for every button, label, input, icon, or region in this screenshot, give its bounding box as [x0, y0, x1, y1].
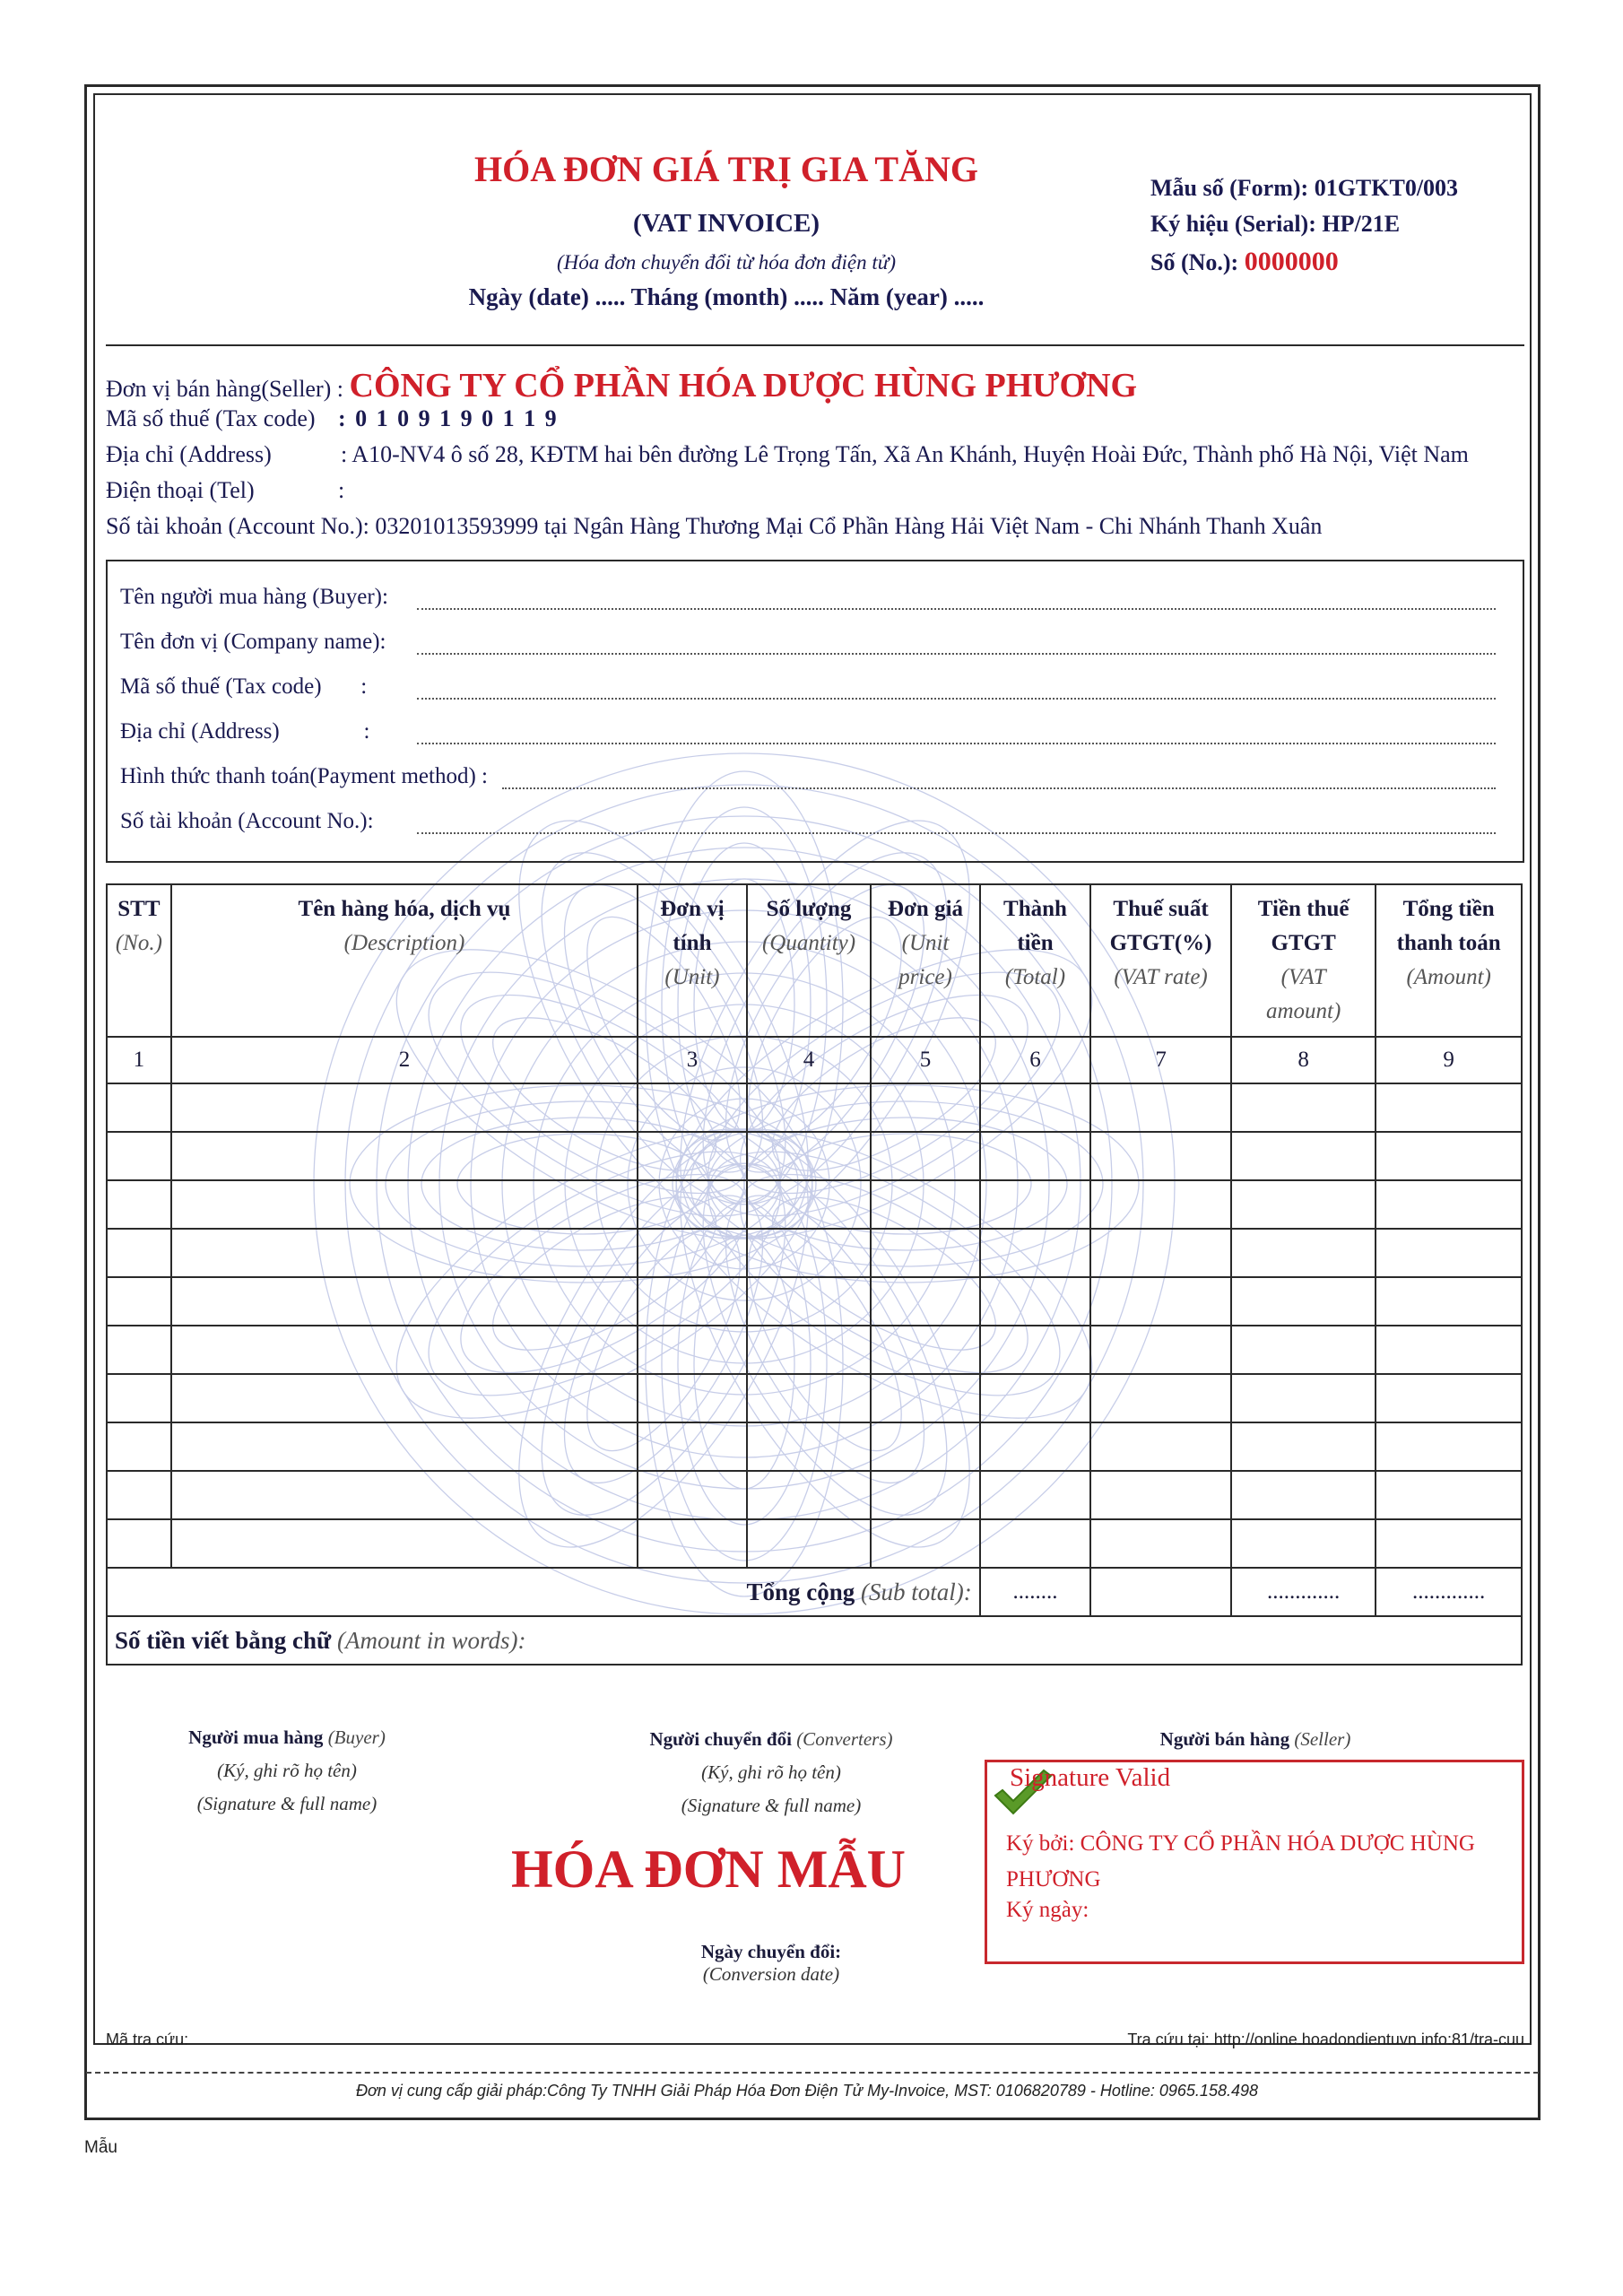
header-unit-en: (Unit): [664, 965, 720, 989]
seller-tax-value: : 0 1 0 9 1 9 0 1 1 9: [338, 405, 559, 431]
header-vat-rate-en: (VAT rate): [1114, 965, 1208, 989]
table-cell: [871, 1229, 979, 1277]
lookup-code-label: Mã tra cứu:: [106, 2031, 189, 2048]
table-cell: [871, 1519, 979, 1568]
seller-account-row: [106, 513, 1322, 540]
buyer-sig-title: Người mua hàng: [188, 1726, 324, 1748]
table-cell: [171, 1132, 638, 1180]
table-cell: [1376, 1471, 1522, 1519]
subtotal-vat-rate: [1090, 1568, 1231, 1616]
seller-tel-label: Điện thoại (Tel): [106, 477, 255, 503]
table-row: [107, 1277, 1522, 1326]
invoice-subtitle: (VAT INVOICE): [632, 209, 820, 238]
col-num-6: 6: [980, 1037, 1091, 1083]
converter-sig-title: Người chuyển đổi: [649, 1728, 792, 1750]
serial-number: [1150, 211, 1400, 238]
number-value: 0000000: [1244, 247, 1339, 276]
col-num-7: 7: [1090, 1037, 1231, 1083]
table-cell: [747, 1083, 872, 1132]
table-cell: [980, 1374, 1091, 1422]
table-cell: [1376, 1180, 1522, 1229]
table-row: [107, 1180, 1522, 1229]
seller-sig-title-en: (Seller): [1294, 1728, 1351, 1750]
buyer-field-input[interactable]: [417, 743, 1496, 744]
subtotal-label-cell: [107, 1568, 980, 1616]
table-cell: [107, 1132, 171, 1180]
footer-divider: [86, 2072, 1539, 2074]
col-num-9: 9: [1376, 1037, 1522, 1083]
items-table: [106, 883, 1523, 1665]
buyer-sig-title-en: (Buyer): [327, 1726, 386, 1748]
table-cell: [1376, 1326, 1522, 1374]
invoice-date-line: Ngày (date) ..... Tháng (month) ..... Năm (year) .....: [468, 283, 985, 310]
header-stt-en: (No.): [115, 931, 162, 955]
table-cell: [747, 1132, 872, 1180]
header-total-en: (Total): [1004, 965, 1066, 989]
table-cell: [871, 1277, 979, 1326]
table-cell: [638, 1471, 747, 1519]
invoice-title: HÓA ĐƠN GIÁ TRỊ GIA TĂNG: [474, 149, 978, 189]
table-cell: [638, 1326, 747, 1374]
table-cell: [171, 1519, 638, 1568]
table-cell: [107, 1471, 171, 1519]
header-quantity-en: (Quantity): [761, 931, 856, 955]
table-cell: [871, 1374, 979, 1422]
table-cell: [871, 1471, 979, 1519]
header-quantity: [747, 884, 872, 1037]
table-cell: [980, 1471, 1091, 1519]
header-description-en: (Description): [343, 931, 465, 955]
table-cell: [107, 1374, 171, 1422]
seller-tel-value: :: [338, 477, 345, 503]
buyer-field-label: Hình thức thanh toán(Payment method) :: [120, 764, 488, 788]
amount-words-cell: [107, 1616, 1522, 1665]
seller-address-label: Địa chỉ (Address): [106, 441, 272, 467]
page-caption: Mẫu: [84, 2138, 117, 2157]
table-cell: [1090, 1083, 1231, 1132]
conversion-date-label-en: (Conversion date): [702, 1963, 840, 1985]
table-cell: [1231, 1471, 1376, 1519]
table-cell: [638, 1083, 747, 1132]
table-cell: [1231, 1229, 1376, 1277]
buyer-signature-block: [126, 1726, 448, 1815]
seller-signature-title: [1076, 1728, 1435, 1751]
header-description-vi: Tên hàng hóa, dịch vụ: [298, 897, 511, 921]
subtotal-row: [107, 1568, 1522, 1616]
table-cell: [171, 1229, 638, 1277]
header-vat-amount: [1231, 884, 1376, 1037]
buyer-field-input[interactable]: [417, 698, 1496, 700]
buyer-sig-instruction-en: (Signature & full name): [196, 1793, 378, 1814]
col-num-5: 5: [871, 1037, 979, 1083]
table-cell: [1090, 1229, 1231, 1277]
table-row: [107, 1471, 1522, 1519]
table-cell: [980, 1422, 1091, 1471]
table-cell: [747, 1180, 872, 1229]
header-vat-amount-en: (VAT amount): [1265, 965, 1341, 1023]
header-amount-en: (Amount): [1406, 965, 1491, 989]
header-divider: [106, 344, 1524, 346]
header-unit-price: [871, 884, 979, 1037]
table-cell: [1090, 1422, 1231, 1471]
table-cell: [638, 1132, 747, 1180]
table-cell: [1376, 1519, 1522, 1568]
lookup-url-text[interactable]: Tra cứu tại: http://online.hoadondientuvn.info:81/tra-cuu: [1127, 2031, 1524, 2048]
table-cell: [638, 1277, 747, 1326]
table-cell: [747, 1374, 872, 1422]
conversion-note: (Hóa đơn chuyển đổi từ hóa đơn điện tử): [557, 251, 896, 274]
table-cell: [171, 1180, 638, 1229]
buyer-field-label: Tên người mua hàng (Buyer):: [120, 585, 388, 609]
table-cell: [980, 1519, 1091, 1568]
table-cell: [980, 1180, 1091, 1229]
table-cell: [747, 1277, 872, 1326]
serial-label: Ký hiệu (Serial):: [1150, 211, 1316, 237]
table-cell: [1231, 1519, 1376, 1568]
header-vat-rate-vi: Thuế suất GTGT(%): [1109, 897, 1212, 955]
table-cell: [1090, 1277, 1231, 1326]
header-unit-vi: Đơn vị tính: [660, 897, 725, 955]
header-amount-vi: Tổng tiền thanh toán: [1396, 897, 1501, 955]
table-cell: [1231, 1374, 1376, 1422]
table-cell: [747, 1471, 872, 1519]
table-cell: [871, 1083, 979, 1132]
table-cell: [171, 1374, 638, 1422]
table-cell: [1376, 1277, 1522, 1326]
seller-name: CÔNG TY CỔ PHẦN HÓA DƯỢC HÙNG PHƯƠNG: [349, 367, 1138, 404]
table-cell: [980, 1083, 1091, 1132]
table-cell: [171, 1326, 638, 1374]
header-amount: [1376, 884, 1522, 1037]
col-num-3: 3: [638, 1037, 747, 1083]
table-cell: [1090, 1471, 1231, 1519]
table-cell: [1231, 1277, 1376, 1326]
buyer-field-input[interactable]: [417, 832, 1496, 834]
column-number-row: [107, 1037, 1522, 1083]
converter-sig-title-en: (Converters): [796, 1728, 893, 1750]
table-cell: [638, 1374, 747, 1422]
table-row: [107, 1083, 1522, 1132]
table-cell: [1090, 1180, 1231, 1229]
form-label: Mẫu số (Form):: [1150, 175, 1309, 201]
header-unit: [638, 884, 747, 1037]
table-cell: [1090, 1374, 1231, 1422]
header-stt-vi: STT: [117, 897, 161, 921]
table-cell: [1231, 1326, 1376, 1374]
table-row: [107, 1229, 1522, 1277]
sample-invoice-stamp: HÓA ĐƠN MẪU: [511, 1839, 906, 1899]
subtotal-label-en: (Sub total):: [860, 1578, 972, 1605]
table-cell: [171, 1471, 638, 1519]
table-cell: [747, 1326, 872, 1374]
seller-sig-title: Người bán hàng: [1159, 1728, 1290, 1750]
subtotal-amount: .............: [1376, 1568, 1522, 1616]
converter-signature-block: [610, 1728, 933, 1817]
table-cell: [171, 1083, 638, 1132]
signed-date-text: Ký ngày:: [1006, 1898, 1089, 1922]
table-cell: [107, 1083, 171, 1132]
table-cell: [1376, 1083, 1522, 1132]
conversion-date-block: [610, 1941, 933, 1986]
table-row: [107, 1132, 1522, 1180]
header-stt: [107, 884, 171, 1037]
table-cell: [1376, 1374, 1522, 1422]
table-cell: [871, 1422, 979, 1471]
table-cell: [1376, 1229, 1522, 1277]
header-vat-rate: [1090, 884, 1231, 1037]
table-row: [107, 1422, 1522, 1471]
table-cell: [980, 1326, 1091, 1374]
buyer-field-label: Số tài khoản (Account No.):: [120, 809, 374, 833]
table-cell: [1231, 1132, 1376, 1180]
serial-value: HP/21E: [1322, 211, 1401, 237]
table-cell: [1231, 1083, 1376, 1132]
table-row: [107, 1519, 1522, 1568]
provider-text: Đơn vị cung cấp giải pháp:Công Ty TNHH Giải Pháp Hóa Đơn Điện Tử My-Invoice, MST: 0106820789 - Hotline: 0965.158.498: [355, 2082, 1258, 2100]
converter-sig-instruction: (Ký, ghi rõ họ tên): [701, 1761, 841, 1783]
table-cell: [107, 1277, 171, 1326]
header-total-vi: Thành tiền: [1003, 897, 1067, 955]
buyer-field-input[interactable]: [417, 608, 1496, 610]
form-number: [1150, 175, 1458, 202]
table-cell: [1090, 1132, 1231, 1180]
seller-address-value: : A10-NV4 ô số 28, KĐTM hai bên đường Lê Trọng Tấn, Xã An Khánh, Huyện Hoài Đức, Thành phố Hà Nội, Việt Nam: [341, 441, 1469, 467]
header-vat-amount-vi: Tiền thuế GTGT: [1257, 897, 1350, 955]
signed-by-text: Ký bởi: CÔNG TY CỔ PHẦN HÓA DƯỢC HÙNG PHƯƠNG: [1006, 1831, 1475, 1892]
table-cell: [107, 1519, 171, 1568]
invoice-number: [1150, 247, 1339, 277]
header-quantity-vi: Số lượng: [766, 897, 852, 921]
table-cell: [871, 1326, 979, 1374]
buyer-field-label: Mã số thuế (Tax code) :: [120, 674, 368, 699]
col-num-2: 2: [171, 1037, 638, 1083]
seller-name-label: Đơn vị bán hàng(Seller) :: [106, 376, 344, 402]
table-cell: [638, 1422, 747, 1471]
table-cell: [107, 1422, 171, 1471]
table-cell: [107, 1180, 171, 1229]
table-cell: [871, 1132, 979, 1180]
col-num-1: 1: [107, 1037, 171, 1083]
table-cell: [638, 1229, 747, 1277]
table-cell: [1231, 1180, 1376, 1229]
subtotal-vat-amount: .............: [1231, 1568, 1376, 1616]
table-cell: [171, 1277, 638, 1326]
header-unit-price-vi: Đơn giá: [888, 897, 964, 921]
form-value: 01GTKT0/003: [1314, 175, 1459, 201]
conversion-date-label: Ngày chuyển đổi:: [700, 1941, 842, 1962]
seller-name-row: [106, 366, 1137, 405]
header-total: [980, 884, 1091, 1037]
table-header-row: [107, 884, 1522, 1037]
buyer-field-input[interactable]: [502, 787, 1496, 789]
buyer-field-label: Địa chỉ (Address) :: [120, 719, 370, 744]
signature-valid-label: Signature Valid: [1010, 1763, 1171, 1792]
table-cell: [1376, 1132, 1522, 1180]
table-cell: [980, 1229, 1091, 1277]
table-row: [107, 1374, 1522, 1422]
amount-words-label-en: (Amount in words):: [336, 1626, 526, 1654]
table-row: [107, 1326, 1522, 1374]
buyer-field-label: Tên đơn vị (Company name):: [120, 630, 386, 654]
seller-tax-label: Mã số thuế (Tax code): [106, 405, 316, 431]
col-num-4: 4: [747, 1037, 872, 1083]
table-cell: [107, 1229, 171, 1277]
table-cell: [980, 1277, 1091, 1326]
subtotal-label: Tổng cộng: [746, 1578, 855, 1605]
table-cell: [638, 1180, 747, 1229]
converter-sig-instruction-en: (Signature & full name): [681, 1795, 862, 1816]
table-cell: [747, 1519, 872, 1568]
table-cell: [747, 1229, 872, 1277]
number-label: Số (No.):: [1150, 249, 1239, 275]
amount-words-row: [107, 1616, 1522, 1665]
table-cell: [638, 1519, 747, 1568]
table-cell: [747, 1422, 872, 1471]
table-cell: [1376, 1422, 1522, 1471]
buyer-field-input[interactable]: [417, 653, 1496, 655]
table-cell: [1231, 1422, 1376, 1471]
subtotal-total: ........: [980, 1568, 1091, 1616]
table-cell: [107, 1326, 171, 1374]
item-rows: [107, 1083, 1522, 1568]
table-cell: [980, 1132, 1091, 1180]
table-cell: [1090, 1519, 1231, 1568]
seller-account-value: 03201013593999 tại Ngân Hàng Thương Mại Cổ Phần Hàng Hải Việt Nam - Chi Nhánh Thanh Xuân: [375, 513, 1323, 539]
table-cell: [871, 1180, 979, 1229]
header-unit-price-en: (Unit price): [898, 931, 952, 989]
table-cell: [171, 1422, 638, 1471]
table-cell: [1090, 1326, 1231, 1374]
seller-account-label: Số tài khoản (Account No.):: [106, 513, 369, 539]
header-description: [171, 884, 638, 1037]
buyer-sig-instruction: (Ký, ghi rõ họ tên): [217, 1760, 357, 1781]
amount-words-label: Số tiền viết bằng chữ: [115, 1626, 332, 1654]
col-num-8: 8: [1231, 1037, 1376, 1083]
